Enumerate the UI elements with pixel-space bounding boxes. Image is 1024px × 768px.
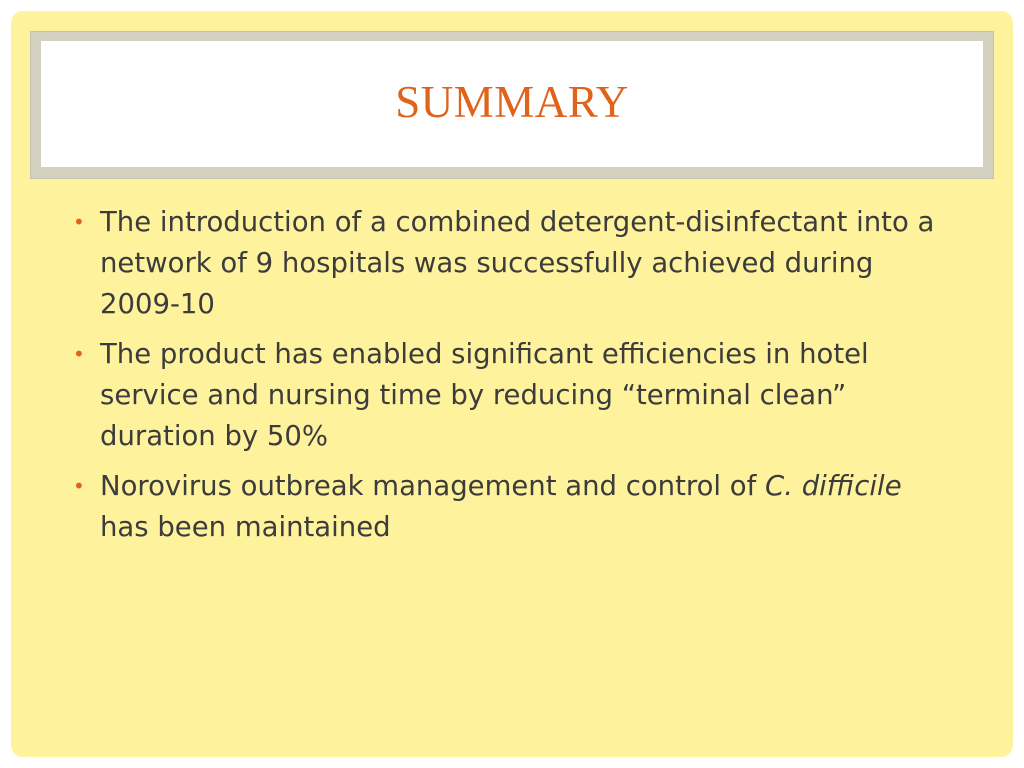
bullet-text: The product has enabled significant efficiencies in hotel service and nursing time by reducing “terminal clean” duration by 50% [100, 338, 869, 452]
title-frame [30, 31, 994, 179]
bullet-dot-icon: • [73, 474, 85, 498]
bullet-text: The introduction of a combined detergent-disinfectant into a network of 9 hospitals was successfully achieved during 2009-10 [100, 206, 935, 320]
slide [11, 11, 1013, 757]
slide-title: SUMMARY [395, 76, 629, 127]
bullet-text-tail: has been maintained [100, 511, 391, 543]
bullet-item [73, 334, 953, 457]
bullet-item [73, 202, 953, 325]
title-box [41, 41, 983, 167]
bullet-text-lead: Norovirus outbreak management and control of [100, 470, 766, 502]
bullet-text-organism: C. difficile [765, 470, 902, 502]
bullet-list [73, 202, 953, 557]
bullet-dot-icon: • [73, 342, 85, 366]
bullet-text [100, 470, 902, 543]
bullet-dot-icon: • [73, 210, 85, 234]
bullet-item [73, 466, 953, 548]
